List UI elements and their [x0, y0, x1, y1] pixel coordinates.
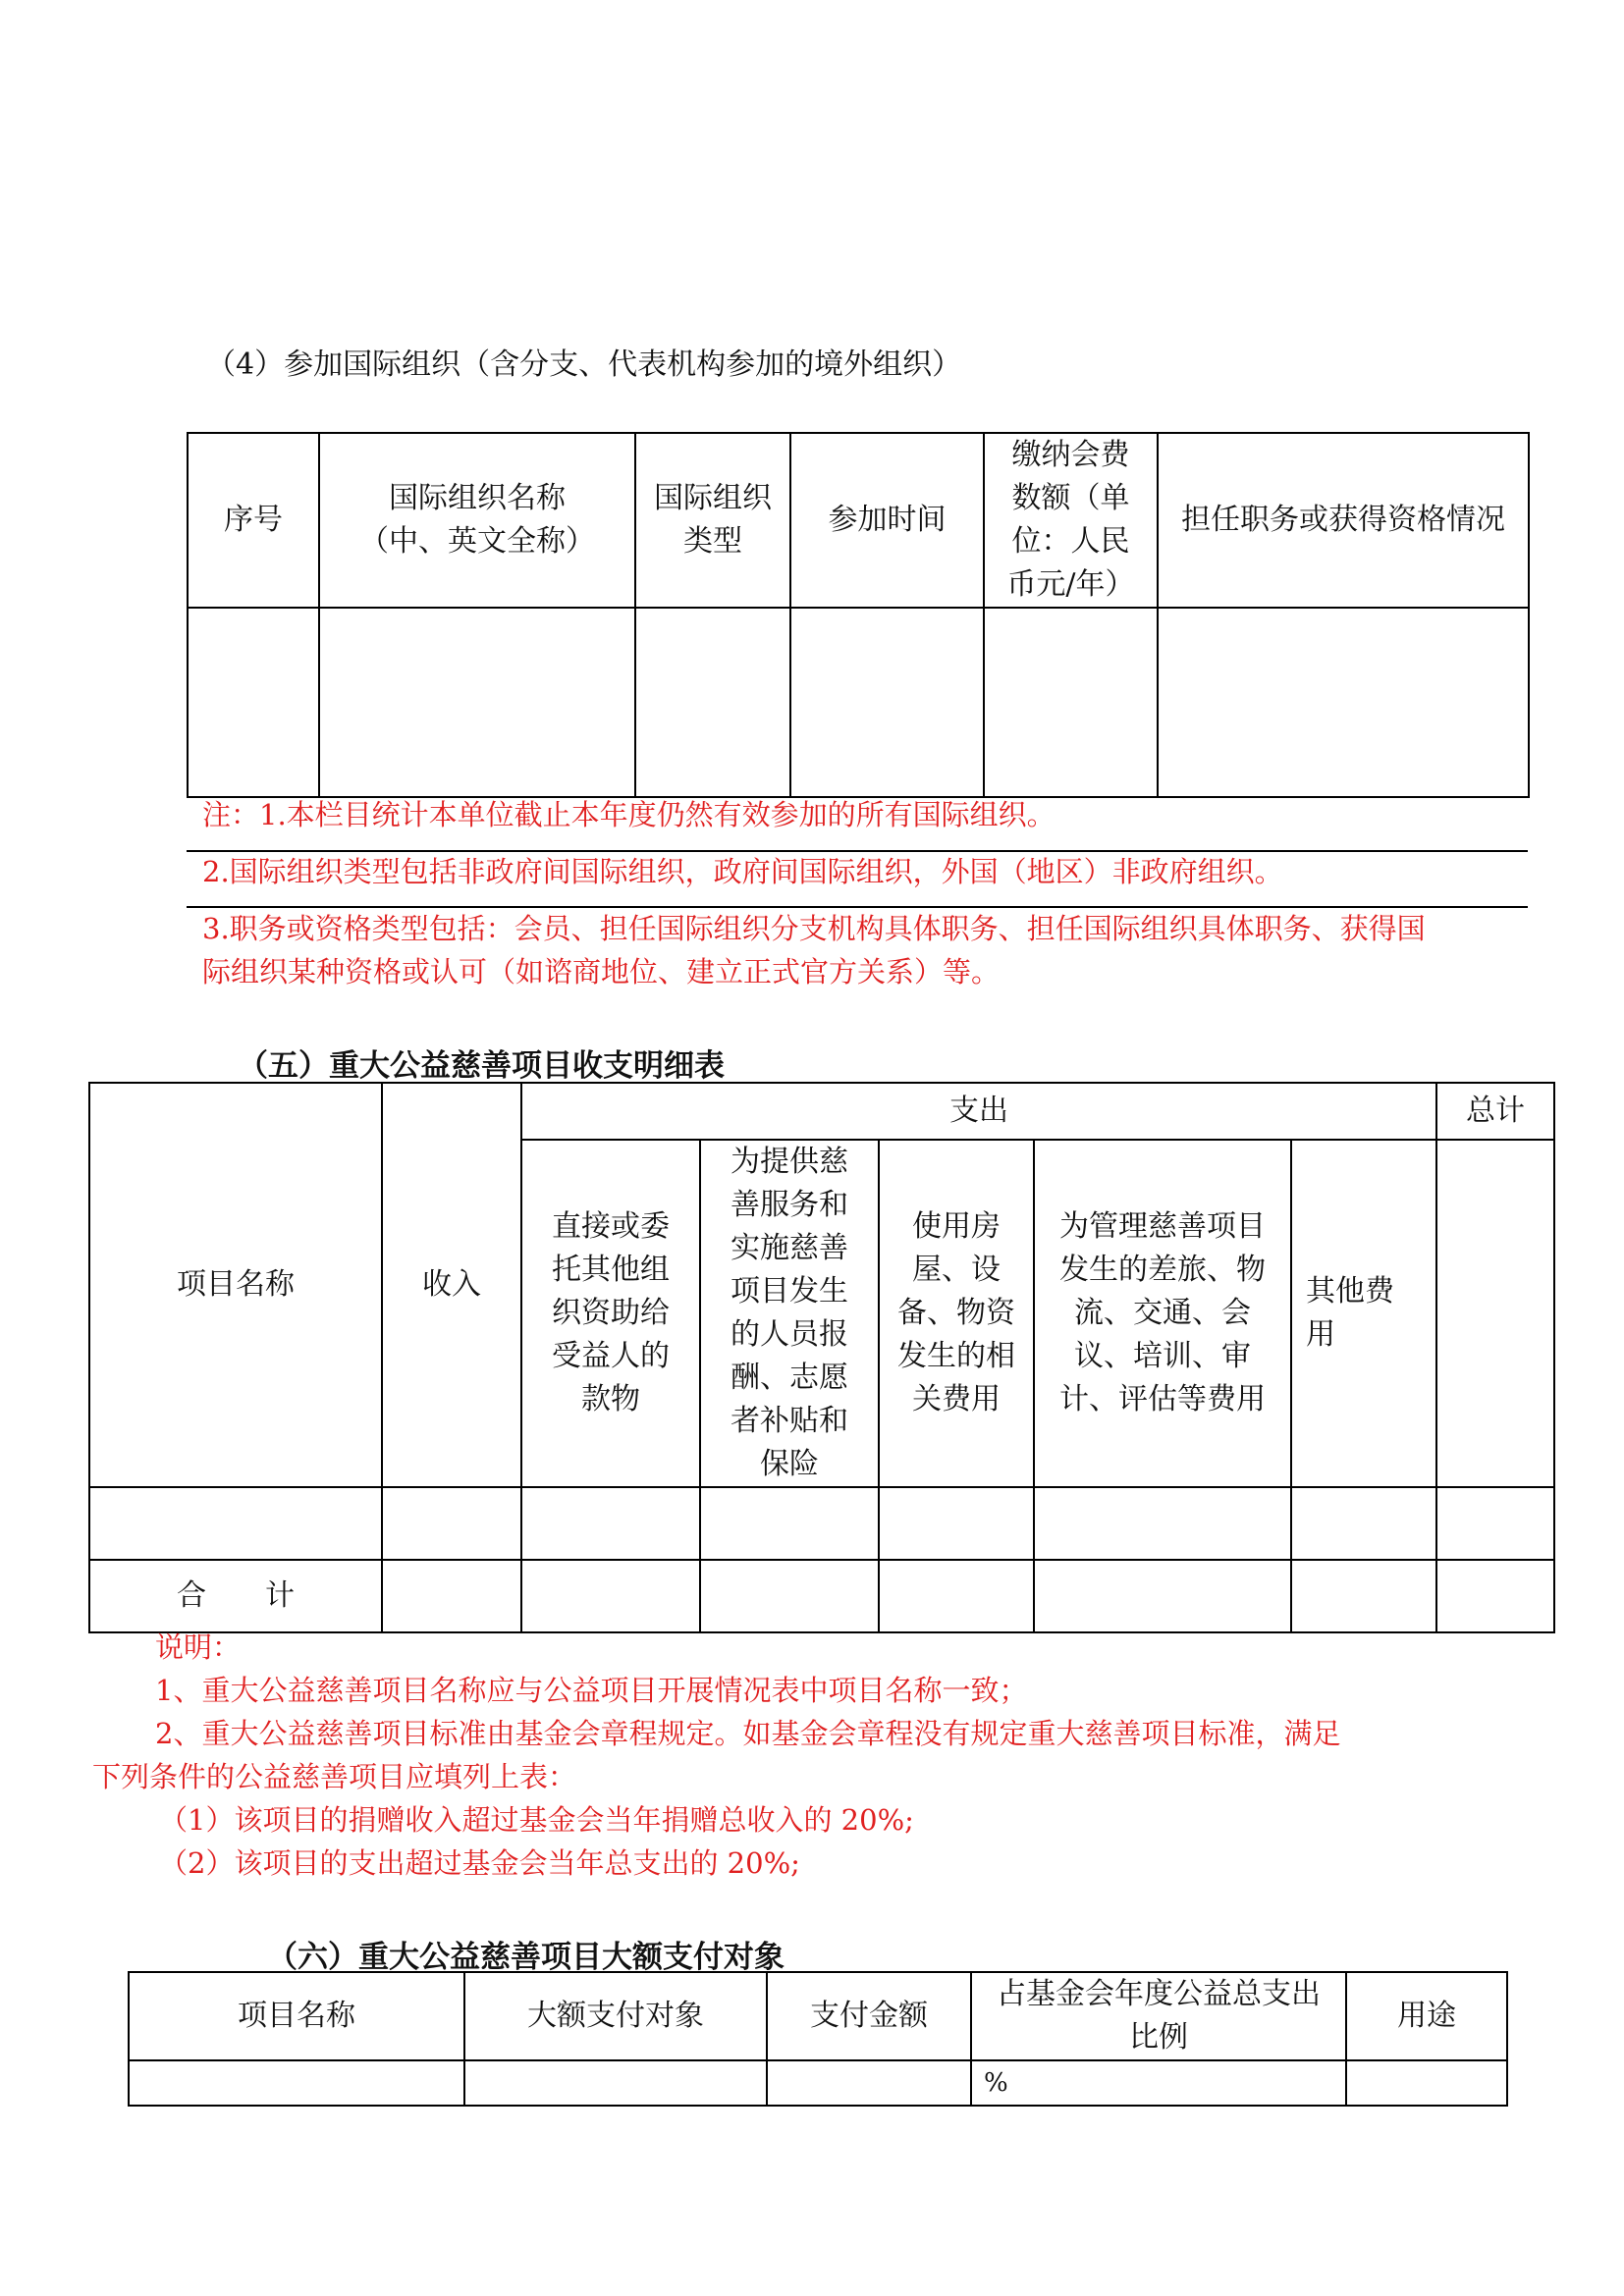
note-3b: 际组织某种资格或认可（如谘商地位、建立正式官方关系）等。: [202, 955, 1001, 988]
header-fee-l3: 位：人民: [1011, 524, 1130, 559]
cell-exp-personnel[interactable]: [700, 1487, 879, 1560]
header-project-name: 项目名称: [129, 1972, 464, 2060]
cell-exp-management[interactable]: [1034, 1487, 1291, 1560]
header-exp-direct: [521, 1140, 700, 1487]
large-payment-table: [128, 1971, 1508, 2107]
header-fee-l1: 缴纳会费: [1011, 438, 1130, 472]
header-fee-l2: 数额（单: [1011, 481, 1130, 515]
sum-row-label: 合 计: [89, 1560, 382, 1632]
sum-exp-direct[interactable]: [521, 1560, 700, 1632]
exp3-l5: 关费用: [912, 1382, 1001, 1416]
s5-note-1: 1、重大公益慈善项目名称应与公益项目开展情况表中项目名称一致；: [155, 1674, 1028, 1707]
s5-note-label: 说明：: [155, 1630, 242, 1664]
exp2-l1: 为提供慈: [731, 1145, 848, 1179]
exp5-l1: 其他费: [1306, 1274, 1394, 1308]
cell-org-type[interactable]: [635, 608, 790, 797]
exp1-l5: 款物: [581, 1382, 640, 1416]
header-amount: 支付金额: [767, 1972, 971, 2060]
note-3a: 3.职务或资格类型包括：会员、担任国际组织分支机构具体职务、担任国际组织具体职务、获得国: [202, 912, 1426, 945]
exp2-l2: 善服务和: [731, 1188, 848, 1222]
header-usage: 用途: [1346, 1972, 1507, 2060]
exp3-l2: 屋、设: [912, 1253, 1001, 1287]
international-org-table: [187, 432, 1530, 798]
header-org-name-l1: 国际组织名称: [389, 481, 566, 515]
cell-org-name[interactable]: [319, 608, 635, 797]
cell-project-name[interactable]: [89, 1487, 382, 1560]
header-join-time: 参加时间: [790, 433, 984, 608]
exp3-l4: 发生的相: [897, 1339, 1015, 1373]
header-exp-personnel: [700, 1140, 879, 1487]
sum-exp-other[interactable]: [1291, 1560, 1436, 1632]
cell-total[interactable]: [1436, 1487, 1554, 1560]
header-org-type-l1: 国际组织: [654, 481, 772, 515]
sum-income[interactable]: [382, 1560, 521, 1632]
header-exp-management: [1034, 1140, 1291, 1487]
header-project-name: 项目名称: [89, 1083, 382, 1487]
header-seq: 序号: [188, 433, 319, 608]
header-org-name-l2: （中、英文全称）: [359, 524, 595, 559]
exp4-l5: 计、评估等费用: [1059, 1382, 1266, 1416]
cell-exp-facility[interactable]: [879, 1487, 1034, 1560]
section6-title: （六）重大公益慈善项目大额支付对象: [267, 1940, 785, 1975]
exp3-l1: 使用房: [912, 1209, 1001, 1244]
cell-amount[interactable]: [767, 2060, 971, 2106]
header-ratio-l2: 比例: [1129, 2020, 1188, 2055]
exp4-l1: 为管理慈善项目: [1059, 1209, 1266, 1244]
section4-title: （4）参加国际组织（含分支、代表机构参加的境外组织）: [206, 347, 962, 382]
exp2-l6: 酬、志愿: [731, 1361, 848, 1395]
header-org-type: [635, 433, 790, 608]
header-total-blank: [1436, 1140, 1554, 1487]
header-exp-facility: [879, 1140, 1034, 1487]
header-income: 收入: [382, 1083, 521, 1487]
header-ratio: [971, 1972, 1346, 2060]
sum-total[interactable]: [1436, 1560, 1554, 1632]
exp1-l4: 受益人的: [552, 1339, 670, 1373]
note-1: 注：1.本栏目统计本单位截止本年度仍然有效参加的所有国际组织。: [202, 798, 1056, 831]
project-income-expense-table: [88, 1082, 1555, 1633]
header-role: 担任职务或获得资格情况: [1158, 433, 1529, 608]
header-org-name: [319, 433, 635, 608]
cell-exp-other[interactable]: [1291, 1487, 1436, 1560]
section5-title: （五）重大公益慈善项目收支明细表: [238, 1048, 725, 1084]
exp2-l8: 保险: [760, 1447, 819, 1481]
exp3-l3: 备、物资: [897, 1296, 1015, 1330]
exp1-l3: 织资助给: [552, 1296, 670, 1330]
exp2-l4: 项目发生: [731, 1274, 848, 1308]
header-fee: [984, 433, 1158, 608]
exp2-l7: 者补贴和: [731, 1404, 848, 1438]
exp4-l2: 发生的差旅、物: [1059, 1253, 1266, 1287]
header-exp-other: [1291, 1140, 1436, 1487]
s5-note-2a: 2、重大公益慈善项目标准由基金会章程规定。如基金会章程没有规定重大慈善项目标准，满足: [155, 1717, 1341, 1750]
note-2: 2.国际组织类型包括非政府间国际组织，政府间国际组织，外国（地区）非政府组织。: [202, 855, 1283, 888]
exp2-l3: 实施慈善: [731, 1231, 848, 1265]
exp1-l1: 直接或委: [552, 1209, 670, 1244]
header-org-type-l2: 类型: [683, 524, 742, 559]
exp4-l3: 流、交通、会: [1074, 1296, 1251, 1330]
s5-note-3: （1）该项目的捐赠收入超过基金会当年捐赠总收入的 20%;: [159, 1803, 914, 1837]
cell-project-name[interactable]: [129, 2060, 464, 2106]
s5-note-4: （2）该项目的支出超过基金会当年总支出的 20%;: [159, 1846, 800, 1880]
cell-usage[interactable]: [1346, 2060, 1507, 2106]
cell-payee[interactable]: [464, 2060, 767, 2106]
exp4-l4: 议、培训、审: [1074, 1339, 1251, 1373]
header-total: 总计: [1436, 1083, 1554, 1140]
header-fee-l4: 币元/年）: [1006, 567, 1135, 602]
s5-note-2b: 下列条件的公益慈善项目应填列上表：: [92, 1760, 577, 1793]
cell-ratio[interactable]: %: [971, 2060, 1346, 2106]
sum-exp-management[interactable]: [1034, 1560, 1291, 1632]
cell-income[interactable]: [382, 1487, 521, 1560]
exp5-l2: 用: [1306, 1317, 1335, 1352]
exp1-l2: 托其他组: [552, 1253, 670, 1287]
cell-seq[interactable]: [188, 608, 319, 797]
cell-role[interactable]: [1158, 608, 1529, 797]
sum-exp-facility[interactable]: [879, 1560, 1034, 1632]
cell-exp-direct[interactable]: [521, 1487, 700, 1560]
header-payee: 大额支付对象: [464, 1972, 767, 2060]
header-ratio-l1: 占基金会年度公益总支出: [997, 1977, 1321, 2011]
cell-join-time[interactable]: [790, 608, 984, 797]
cell-fee[interactable]: [984, 608, 1158, 797]
header-expense: 支出: [521, 1083, 1436, 1140]
sum-exp-personnel[interactable]: [700, 1560, 879, 1632]
exp2-l5: 的人员报: [731, 1317, 848, 1352]
